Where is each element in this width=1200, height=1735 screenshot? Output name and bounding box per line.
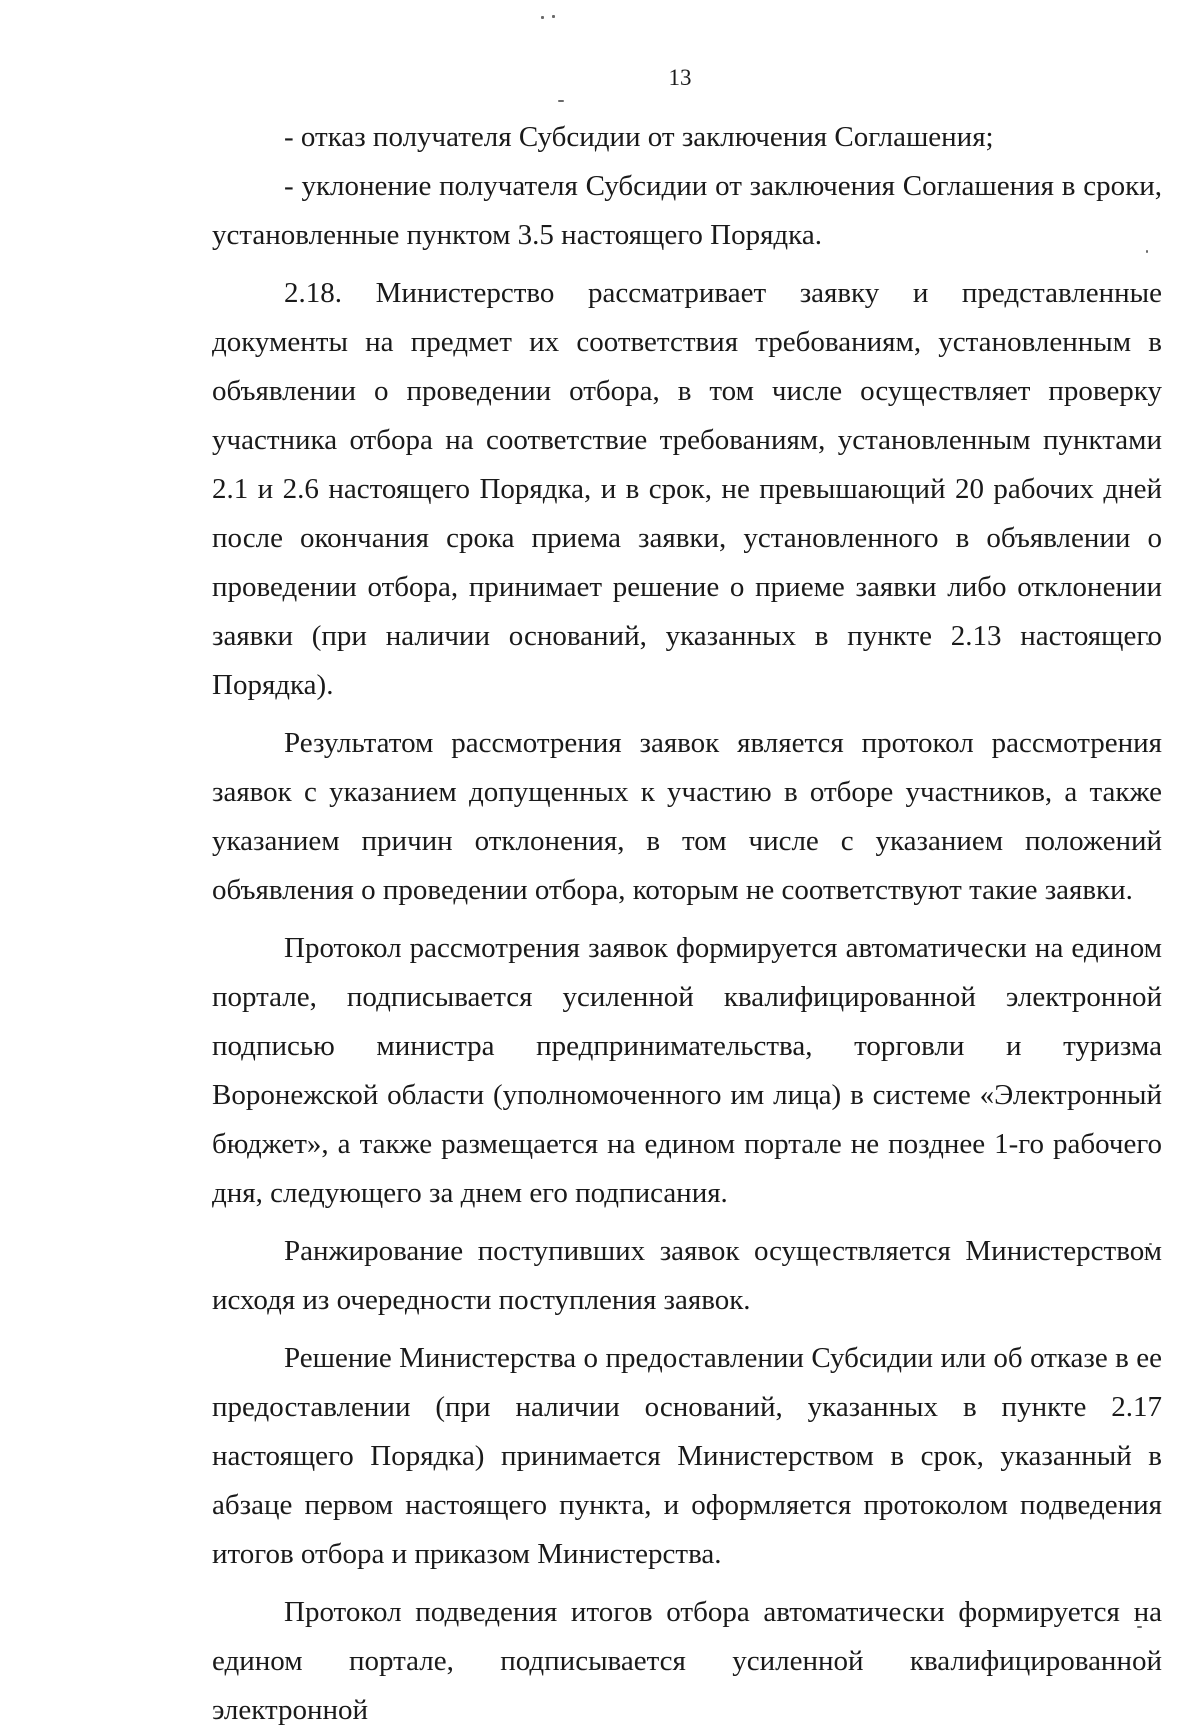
list-item-evasion: - уклонение получателя Субсидии от заключения Соглашения в сроки, установленные пунктом 3.5 настоящего Порядка. bbox=[212, 170, 1162, 251]
paragraph-results-protocol: Протокол подведения итогов отбора автоматически формируется на едином портале, подписывается усиленной квалифицированной электронной bbox=[212, 1596, 1162, 1726]
scan-speck bbox=[558, 100, 564, 102]
clause-2-18: 2.18. Министерство рассматривает заявку и представленные документы на предмет их соответствия требованиям, установленным в объявлении о проведении отбора, в том числе осуществляет проверку участника отбора на соответствие требованиям, установленным пунктами 2.1 и 2.6 настоящего Порядка, и в срок, не превышающий 20 рабочих дней после окончания срока приема заявки, установленного в объявлении о проведении отбора, принимает решение о приеме заявки либо отклонении заявки (при наличии оснований, указанных в пункте 2.13 настоящего Порядка). bbox=[212, 277, 1162, 701]
scan-speck bbox=[552, 15, 555, 18]
list-item-refusal: - отказ получателя Субсидии от заключения Соглашения; bbox=[284, 121, 994, 153]
page-number: 13 bbox=[668, 65, 692, 90]
paragraph-review-result: Результатом рассмотрения заявок является протокол рассмотрения заявок с указанием допущенных к участию в отборе участников, а также указанием причин отклонения, в том числе с указанием положений объявления о проведении отбора, которым не соответствуют такие заявки. bbox=[212, 727, 1162, 906]
paragraph-ministry-decision: Решение Министерства о предоставлении Субсидии или об отказе в ее предоставлении (при наличии оснований, указанных в пункте 2.17 настоящего Порядка) принимается Министерством в срок, указанный в абзаце первом настоящего пункта, и оформляется протоколом подведения итогов отбора и приказом Министерства. bbox=[212, 1342, 1162, 1570]
paragraph-review-protocol: Протокол рассмотрения заявок формируется автоматически на едином портале, подписывается усиленной квалифицированной электронной подписью министра предпринимательства, торговли и туризма Воронежской области (уполномоченного им лица) в системе «Электронный бюджет», а также размещается на едином портале не позднее 1-го рабочего дня, следующего за днем его подписания. bbox=[212, 932, 1162, 1209]
paragraph-ranking: Ранжирование поступивших заявок осуществляется Министерством исходя из очередности поступления заявок. bbox=[212, 1235, 1162, 1316]
document-body bbox=[212, 113, 1162, 1735]
scan-speck bbox=[541, 16, 544, 19]
